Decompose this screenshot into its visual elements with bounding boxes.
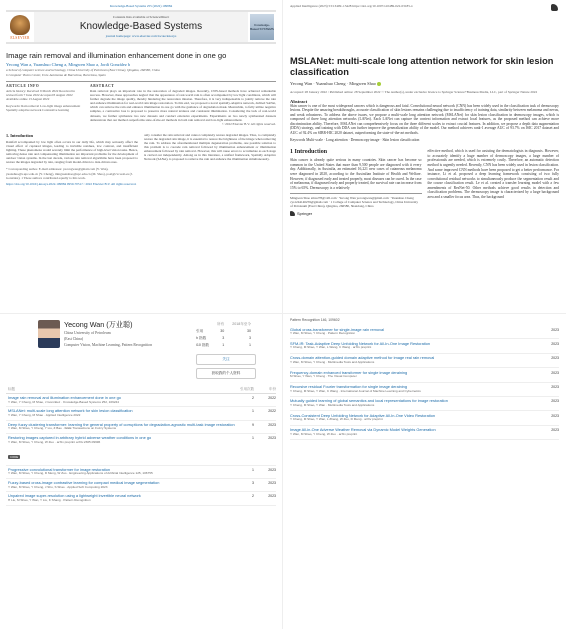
profile-header xyxy=(38,320,152,379)
list-item: Recursive residual Fourier transformation for single image deraining Y Cheng, M Shao, Y Wan, C Wang · International Journal of Machine Learning and Cybernetics 2023 xyxy=(290,383,559,397)
publisher-name: ELSEVIER xyxy=(10,35,30,40)
springer-logo xyxy=(551,4,558,11)
paper2-dates: Accepted: 28 January 2022 / Published online: 28 September 2022 © The Author(s), under exclusive licence to Springer Science+Business Media, LLC, part of Springer Nature 2022 xyxy=(290,90,538,95)
paper2-abstract-heading: Abstract xyxy=(290,98,308,104)
paper1-intro-right: only consider the rain removal and cannot completely restore degraded images. Thus, to completely restore the degraded rain image, it is essential to restore the brightness of the image when removing the rain. To address the aforementioned multiple degeneration problems, one possible solution to this problem is to cascade rain removal followed by illumination enhancement or illumination enhancement followed by rain removal. However, this will cause errors to accumulate as each stage is carried out independently. Among us in this literature, a unified framework, Spatially Adaptive Network (SANet), is proposed to remove the rain and enhance the illumination simultaneously. xyxy=(144,132,276,162)
publications-header xyxy=(6,387,276,394)
pub-title[interactable]: Image rain removal and illumination enhancement done in one go xyxy=(8,395,121,400)
list-item: Global cross-transformer for single-image rain removal Y Wan, M Shao, Y Cheng · Pattern Recognition 2023 xyxy=(290,325,559,339)
paper1-authors[interactable]: Yecong Wan a, Yuanshuo Cheng a, Mingwen Shao a, Jordi Gonzàlez b xyxy=(6,62,131,67)
claim-profile-button[interactable]: 获取我的个人资料 xyxy=(196,368,256,379)
paper2-intro-right: effective method, which is used for assisting the dermatologists in diagnosis. However, to accurately identify a huge number of dermoscopy images, a large number of professionals are needed, which is extremely costly. Therefore, an automatic detection method is urgently needed. Recently, CNN has been widely used in lesion classification. And some improved CNN methods have been proposed to get a better performance. For instance, Li et al. proposed a deep learning framework consisting of two fully convolutional residual networks to simultaneously produce the segmentation result and the coarse classification result. Le et al. created a transfer learning model with a few amendments of ResNet-50. Other methods achieve good results in detection and classification problems. The dermoscopy image is characterized by a large background area and a smaller focus area. Thus, the background xyxy=(427,149,559,199)
pub-title[interactable]: Frequency-domain enhanced transformer for single image deraining xyxy=(290,369,408,375)
journal-cover: Knowledge-Based SYSTEMS xyxy=(250,14,274,40)
paper1-keywords: Keywords: Rain removal Low-light image enhancement Spatially adaptive network Contrastive learning xyxy=(6,104,81,113)
elsevier-tree-icon xyxy=(10,15,30,35)
elsevier-logo xyxy=(6,12,34,42)
table-row: Image rain removal and illumination enhancement done in one go Y Wan, Y Cheng, M Shao, J Gonzàlez · Knowledge-Based Systems 252, 109244 2 2022 xyxy=(6,394,276,407)
cite-label[interactable]: 引用 xyxy=(196,329,204,333)
journal-homepage[interactable]: journal homepage: www.elsevier.com/locate/knosys xyxy=(105,34,177,38)
springer-footer-logo: Springer xyxy=(290,211,422,216)
paper2-intro-heading: 1 Introduction xyxy=(290,149,328,156)
pub-title[interactable]: Global cross-transformer for single-image rain removal xyxy=(290,326,385,332)
table-row: Deep fuzzy clustering transformer: learning the general property of corruptions for degradation-agnostic multi-task image restoration Y Wan, M Shao, Y Cheng, Y Liu, Z Bao · IEEE Transactions on Fuzzy Systems 9 2023 xyxy=(6,421,276,434)
springer-horse-icon xyxy=(551,4,558,11)
paper2-meta: Applied Intelligence (2023) 53:13409–13428 https://doi.org/10.1007/s10489-022-03185-x xyxy=(290,4,413,8)
paper1-intro-left: Rainfall accompanied by low light often occurs in our daily life, which may seriously affect the visual effect of captured images, leading to invisible residues, low contrast, and insufficient lighting. These phenomena would severely limit the performance of high-level vision tasks. Hence, removing dense rain and compensating illumination are important problems for the development of outdoor vision systems. In the last decade, various rain removal algorithms have been proposed to restore the images degraded by rain, ranging from model-driven to data-driven ones. xyxy=(6,139,138,165)
profile-interests[interactable]: Computer Vision, Machine Learning, Pattern Recognition xyxy=(64,343,152,348)
profile-affiliation[interactable]: China University of Petroleum xyxy=(64,331,111,335)
publication-list-continued xyxy=(283,314,566,629)
list-item: SFM-IR: Task-Adaptive Deep Unfolding Network for All-In-One Image Restoration Y Cheng, M Shao, Y Wan, L Wang, C Wang · arXiv preprint 2023 xyxy=(290,339,559,353)
table-row: Restoring images captured in arbitrary hybrid adverse weather conditions in one go Y Wan, M Shao, Y Cheng, W Zuo · arXiv preprint arXiv:2305.09996 CODE 1 2023 xyxy=(6,434,276,465)
col-cited[interactable]: 引用次数 xyxy=(240,387,254,391)
divider xyxy=(6,81,276,82)
scholar-profile-page xyxy=(0,314,283,629)
paper1-copyright: © 2022 Elsevier B.V. All rights reserved. xyxy=(221,121,276,126)
table-row: Unpaired image super-resolution using a lightweight invertible neural network H Liu, M Shao, Y Wan, Y Liu, K Shang · Pattern Recognition 2 2023 xyxy=(6,492,276,505)
list-item: Mutually guided learning of global semantics and local representations for image restoration Y Cheng, M Shao, Y Wan · Multimedia Tools and Applications 2023 xyxy=(290,397,559,411)
table-row: MSLANet: multi-scale long attention network for skin lesion classification Y Wan, Y Cheng, M Shao · Applied Intelligence 2022 1 2022 xyxy=(6,407,276,420)
paper2-keywords: Keywords Multi-scale · Long attention · Dermoscopy image · Skin lesion classification xyxy=(290,138,420,143)
list-context: Pattern Recognition 146, 109602 xyxy=(290,318,340,322)
paper1-page xyxy=(0,0,283,314)
paper2-abstract: Skin cancer is one of the most widespread cancers which is dangerous and fatal. Convolutional neural network (CNN) has been widely used in the classification task of dermoscopy lesions. Despite the amazing breakthroughs, accurate classification of skin lesions remains challenging due to insufficiency of training data, similarity between melanoma and nevus, and weak robustness. To address the above issues, we propose a multi-scale long attention network (MSLANet) for skin lesion classification in dermoscopy images, which is composed of three long attention networks (LANet). Each LANet can capture the context information and extract local features, as the proposed method can achieve more discrimination ability. Therefore, MSLANet can comprehensively focus on the three different scales to extract crucial features. In addition, we propose a depth data augmentation (DDA) strategy, and training with DDA can further improve the generalization ability of the model. Our method achieves rank-1 average AUC of 93.7% on ISIC 2017 dataset and AUC of 92.4% on SIBR-HIC 2020 dataset, outperforming the state-of-the-art methods. xyxy=(290,103,559,135)
col-since: 2018年至今 xyxy=(232,322,251,326)
paper1-footnote: * Corresponding author. E-mail addresses: yecongwan@gmail.com (Y. Wan), yuanshuo@s.upc.edu.cn (Y. Cheng), mingwenshao@upc.edu.cn (M. Shao), poal@cvc.uab.es (J. Gonzàlez). 1 These authors contributed equally to this work. xyxy=(6,167,133,180)
hindex-label[interactable]: h 指数 xyxy=(196,336,207,340)
pub-title[interactable]: MSLANet: multi-scale long attention network for skin lesion classification xyxy=(8,408,133,414)
paper2-title: MSLANet: multi-scale long attention network for skin lesion classification xyxy=(290,56,554,78)
code-button[interactable]: CODE xyxy=(10,454,19,459)
table-row: Fuzzy-based cross-image contrastive learning for compact medical image segmentation Y Wan, M Shao, Y Cheng, J Shu, S Shao · Applied Soft Computing 2023 3 2023 xyxy=(6,479,276,492)
pub-title[interactable]: Unpaired image super-resolution using a lightweight invertible neural network xyxy=(8,493,141,499)
paper1-intro-heading: 1. Introduction xyxy=(6,132,33,138)
pub-title[interactable]: Cross-domain attention-guided domain adaptive method for image real rain removal xyxy=(290,355,435,361)
journal-name: Knowledge-Based Systems xyxy=(79,21,203,32)
paper1-title: Image rain removal and illumination enhancement done in one go xyxy=(6,51,227,60)
avatar xyxy=(38,320,60,348)
paper2-footnotes: Mingwen Shao smw278@126.com · Yecong Wan yecongwan@gmail.com · Yuanshuo Cheng cys1244146259@gmail.com · 1 College of Computer Science and Technology, China University of Petroleum (East China), Qingdao, 266580, Shandong, China xyxy=(290,193,422,208)
pub-title[interactable]: Recursive residual Fourier transformation for single image deraining xyxy=(290,384,407,390)
col-year[interactable]: 年份 xyxy=(269,387,276,391)
pub-title[interactable]: Mutually guided learning of global semantics and local representations for image restoration xyxy=(290,398,448,404)
list-item: Cross-Consistent Deep Unfolding Network for Adaptive All-In-One Video Restoration Y Cheng, M Shao, Y Wan, L Zhang, W Zuo, D Meng · arXiv preprint 2023 xyxy=(290,411,559,425)
article-history: Article history: Received 9 March 2022 Received in revised form 7 June 2022 Accepted 8 August 2022 Available online 13 August 2022 xyxy=(6,89,75,102)
paper2-authors[interactable]: Yecong Wan · Yuanshuo Cheng · Mingwen Shao xyxy=(290,81,559,86)
paper1-abstract: Rain removal plays an important role in the restoration of degraded images. Recently, CNN-based methods have achieved remarkable success. However, these approaches neglect that the appearance of real-world rain is often accompanied by low light conditions, which will further degrade the image quality, thereby hindering the restoration mission. Therefore, it is very indispensable to jointly remove the rain and enhance illumination for real-world rain image restoration. To this end, we proposed a novel spatially-adaptive network, dubbed SANet, which can remove the rain and enhance illumination in one go with the guidance of degradation mask. Meanwhile, to fully utilize negative samples, a contrastive loss is proposed to preserve more natural textures and consistent illumination. Considering the lack of real-world datasets, we further synthesize two new datasets and conduct extensive experiments. Experiments on two newly synthesized datasets demonstrate that our method outperforms state-of-the-art methods in both rain removal and low-light enhancement. xyxy=(90,89,276,122)
pub-title[interactable]: Image All-in-One Adverse Weather Removal via Dynamic Model Weights Generation xyxy=(290,427,436,433)
pub-title[interactable]: Progressive convolutional transformer for image restoration xyxy=(8,466,111,472)
paper1-affiliation-b: b Computer Vision Center, Univ. Autònoma de Barcelona, Barcelona, Spain xyxy=(6,73,106,77)
citation-table: 所有 2018年至今 引用 30 30 h 指数 3 3 i10 指数 1 1 xyxy=(191,320,256,350)
pub-title[interactable]: Cross-Consistent Deep Unfolding Network for Adaptive All-In-One Video Restoration xyxy=(290,412,436,418)
orcid-icon[interactable] xyxy=(377,82,381,86)
paper1-doi[interactable]: https://doi.org/10.1016/j.knosys.2022.109884 0950-7051/© 2022 Elsevier B.V. All rights reserved. xyxy=(6,181,137,186)
springer-horse-icon xyxy=(290,211,295,216)
follow-button[interactable]: 关注 xyxy=(196,354,256,365)
i10-label[interactable]: i10 指数 xyxy=(196,343,210,347)
contents-line: Contents lists available at ScienceDirect xyxy=(112,15,170,19)
publication-list xyxy=(6,394,276,506)
paper1-affiliation-a: a School of computer science and technology, China University of Petroleum (East China), Qingdao, 266580, China xyxy=(6,68,160,72)
article-info-heading: ARTICLE INFO xyxy=(6,84,40,88)
list-item: Image All-in-One Adverse Weather Removal via Dynamic Model Weights Generation Y Wan, M Shao, Y Cheng, W Zuo · arXiv preprint 2023 xyxy=(290,426,559,440)
journal-banner xyxy=(6,10,276,44)
profile-affiliation-2: (East China) xyxy=(64,337,84,342)
col-title[interactable]: 标题 xyxy=(8,387,15,391)
paper1-header-link[interactable]: Knowledge-Based Systems 255 (2022) 109884 xyxy=(109,4,173,8)
paper2-page xyxy=(283,0,566,314)
pub-title[interactable]: Deep fuzzy clustering transformer: learning the general property of corruptions for degradation-agnostic multi-task image restoration xyxy=(8,421,235,427)
profile-name: Yecong Wan (万业聪) xyxy=(64,320,133,329)
pub-title[interactable]: Restoring images captured in arbitrary hybrid adverse weather conditions in one go xyxy=(8,435,152,441)
table-row: Progressive convolutional transformer for image restoration Y Wan, M Shao, Y Cheng, D Meng, W Zuo · Engineering Applications of Artificial Intelligence 125, 106755 1 2023 xyxy=(6,466,276,479)
abstract-heading: ABSTRACT xyxy=(90,84,115,88)
list-item: Frequency-domain enhanced transformer for single image deraining M Shao, Y Wan, Y Cheng · The Visual Computer 2023 xyxy=(290,368,559,382)
paper2-intro-left: Skin cancer is already quite serious in many countries. Skin cancer has become so common in the United States that more than 9,500 people are diagnosed with it every day. Additionally, in Australia, an estimated 16,221 new cases of cutaneous melanoma were diagnosed in 2020, according to the Australian Institute of Health and Welfare. However, if diagnosed early and treated properly, most diseases can be cured. In the case of melanoma, if diagnosed early and properly treated, the survival rate can increase from 15% to 65%. Dermoscopy is a relatively xyxy=(290,158,422,190)
pub-title[interactable]: Fuzzy-based cross-image contrastive learning for compact medical image segmentation xyxy=(8,479,160,485)
pub-title[interactable]: SFM-IR: Task-Adaptive Deep Unfolding Network for All-In-One Image Restoration xyxy=(290,340,431,346)
list-item: Cross-domain attention-guided domain adaptive method for image real rain removal Y Wan, M Shao, Y Cheng · Multimedia Tools and Applications 2023 xyxy=(290,354,559,368)
col-all: 所有 xyxy=(217,322,225,326)
